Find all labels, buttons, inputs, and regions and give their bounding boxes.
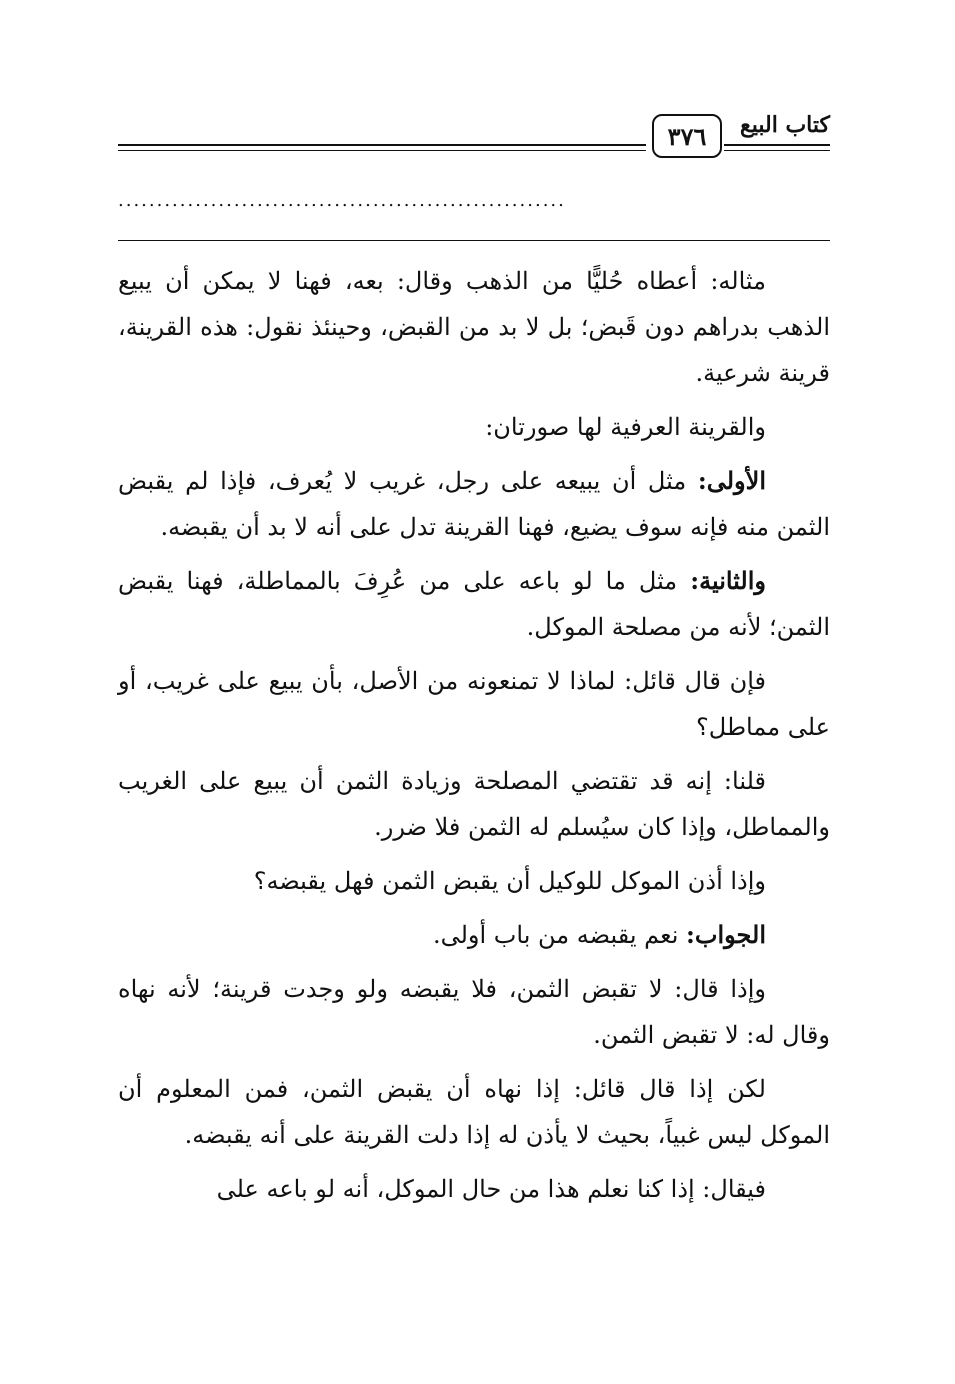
book-title: كتاب البيع [740, 112, 830, 138]
paragraph-text: فإن قال قائل: لماذا لا تمنعونه من الأصل، بأن يبيع على غريب، أو على مماطل؟ [118, 667, 830, 741]
paragraph-text: مثل ما لو باعه على من عُرِفَ بالمماطلة، فهنا يقبض الثمن؛ لأنه من مصلحة الموكل. [118, 567, 830, 641]
paragraph-text: نعم يقبضه من باب أولى. [432, 921, 686, 949]
page-number [652, 114, 722, 158]
page-number-text: ٣٧٦ [667, 121, 707, 151]
paragraph [118, 758, 830, 850]
paragraph-lead: والثانية: [690, 566, 766, 595]
paragraph-text: مثل أن يبيعه على رجل، غريب لا يُعرف، فإذا لم يقبض الثمن منه فإنه سوف يضيع، فهنا القرينة تدل على أنه لا بد أن يقبضه. [118, 467, 830, 541]
paragraph [118, 1166, 830, 1212]
paragraph [118, 404, 830, 450]
paragraph [118, 1066, 830, 1158]
paragraph-text: قلنا: إنه قد تقتضي المصلحة وزيادة الثمن أن يبيع على الغريب والمماطل، وإذا كان سيُسلم له الثمن فلا ضرر. [118, 767, 830, 841]
paragraph [118, 912, 830, 958]
paragraph [118, 458, 830, 550]
paragraph [118, 966, 830, 1058]
paragraph [118, 558, 830, 650]
paragraph-lead: الجواب: [686, 920, 766, 949]
page-content [118, 258, 830, 1220]
paragraph [118, 658, 830, 750]
paragraph-text: مثاله: أعطاه حُليًّا من الذهب وقال: بعه، فهنا لا يمكن أن يبيع الذهب بدراهم دون قَبض؛ بل لا بد من القبض، وحينئذ نقول: هذه القرينة، قرينة شرعية. [118, 267, 830, 387]
header-rule-right-bottom [724, 150, 830, 151]
paragraph [118, 258, 830, 396]
paragraph-text: لكن إذا قال قائل: إذا نهاه أن يقبض الثمن، فمن المعلوم أن الموكل ليس غبياً، بحيث لا يأذن له إذا دلت القرينة على أنه يقبضه. [118, 1075, 830, 1149]
dotted-separator: .......................................................... [118, 190, 566, 211]
paragraph-text: فيقال: إذا كنا نعلم هذا من حال الموكل، أنه لو باعه على [216, 1175, 766, 1203]
paragraph-text: وإذا قال: لا تقبض الثمن، فلا يقبضه ولو وجدت قرينة؛ لأنه نهاه وقال له: لا تقبض الثمن. [118, 975, 830, 1049]
content-separator [118, 240, 830, 241]
page-header [118, 108, 830, 168]
header-rule-right-top [724, 144, 830, 146]
paragraph-text: والقرينة العرفية لها صورتان: [485, 413, 766, 441]
header-rule-bottom [118, 150, 646, 151]
header-rule-top [118, 144, 646, 146]
paragraph-text: وإذا أذن الموكل للوكيل أن يقبض الثمن فهل يقبضه؟ [253, 867, 766, 895]
paragraph [118, 858, 830, 904]
paragraph-lead: الأولى: [697, 466, 766, 495]
